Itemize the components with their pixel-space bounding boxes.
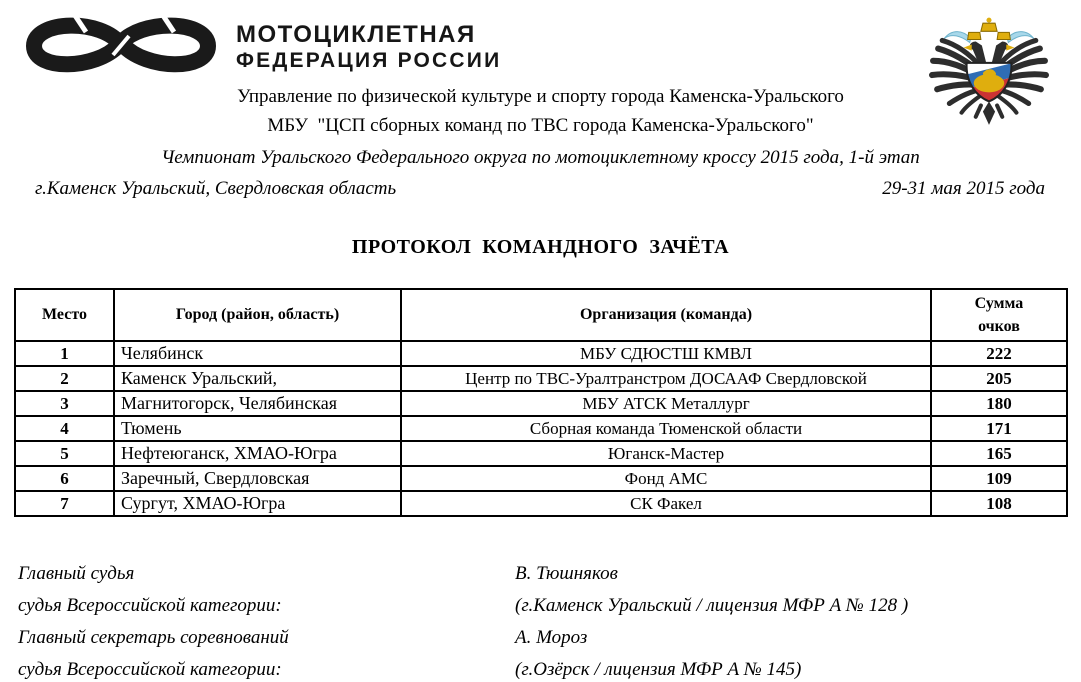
team-results-table	[14, 288, 1068, 517]
table-row	[15, 366, 1067, 391]
place-cell: 6	[15, 466, 114, 491]
officials-section	[18, 563, 1066, 682]
city-cell: Заречный, Свердловская	[114, 466, 401, 491]
federation-name-line2: ФЕДЕРАЦИЯ РОССИИ	[236, 49, 502, 73]
points-cell: 222	[931, 341, 1067, 366]
official-role: судья Всероссийской категории:	[18, 595, 282, 616]
place-cell: 1	[15, 341, 114, 366]
official-role: Главный секретарь соревнований	[18, 627, 289, 648]
official-name: В. Тюшняков	[515, 563, 618, 584]
city-cell: Магнитогорск, Челябинская	[114, 391, 401, 416]
column-header-place: Место	[15, 289, 114, 341]
official-row	[18, 563, 1066, 595]
page-title: ПРОТОКОЛ КОМАНДНОГО ЗАЧЁТА	[351, 236, 730, 258]
organization-cell: МБУ АТСК Металлург	[401, 391, 931, 416]
points-cell: 109	[931, 466, 1067, 491]
event-location: г.Каменск Уральский, Свердловская область	[35, 178, 397, 199]
place-cell: 7	[15, 491, 114, 516]
organization-cell: МБУ СДЮСТШ КМВЛ	[401, 341, 931, 366]
place-cell: 2	[15, 366, 114, 391]
organization-cell: Сборная команда Тюменской области	[401, 416, 931, 441]
place-cell: 3	[15, 391, 114, 416]
table-header-row	[15, 289, 1067, 341]
official-role: Главный судья	[18, 563, 135, 584]
place-cell: 4	[15, 416, 114, 441]
city-cell: Тюмень	[114, 416, 401, 441]
department-line: Управление по физической культуре и спорту города Каменска-Уральского	[237, 86, 844, 107]
city-cell: Нефтеюганск, ХМАО-Югра	[114, 441, 401, 466]
official-row	[18, 659, 1066, 682]
table-row	[15, 391, 1067, 416]
organization-cell: Фонд АМС	[401, 466, 931, 491]
club-line: МБУ "ЦСП сборных команд по ТВС города Каменска-Уральского"	[267, 115, 814, 136]
official-role: судья Всероссийской категории:	[18, 659, 282, 680]
points-cell: 205	[931, 366, 1067, 391]
points-cell: 180	[931, 391, 1067, 416]
city-cell: Челябинск	[114, 341, 401, 366]
column-header-points-label: Сумма очков	[974, 294, 1024, 335]
organization-cell: СК Факел	[401, 491, 931, 516]
place-cell: 5	[15, 441, 114, 466]
organization-cell: Центр по ТВС-Уралтранстром ДОСААФ Свердловской	[401, 366, 931, 391]
column-header-city: Город (район, область)	[114, 289, 401, 341]
place-date-line	[35, 178, 1045, 200]
points-cell: 171	[931, 416, 1067, 441]
points-cell: 165	[931, 441, 1067, 466]
column-header-organization: Организация (команда)	[401, 289, 931, 341]
points-cell: 108	[931, 491, 1067, 516]
official-license: (г.Каменск Уральский / лицензия МФР А № 128 )	[515, 595, 909, 616]
table-row	[15, 466, 1067, 491]
column-header-points	[931, 289, 1067, 341]
event-dates: 29-31 мая 2015 года	[882, 178, 1045, 199]
official-name: А. Мороз	[515, 627, 588, 648]
federation-name-line1: МОТОЦИКЛЕТНАЯ	[236, 21, 476, 48]
official-row	[18, 595, 1066, 627]
organization-cell: Юганск-Мастер	[401, 441, 931, 466]
official-row	[18, 627, 1066, 659]
table-row	[15, 341, 1067, 366]
city-cell: Каменск Уральский,	[114, 366, 401, 391]
table-row	[15, 441, 1067, 466]
city-cell: Сургут, ХМАО-Югра	[114, 491, 401, 516]
mfr-infinity-wheels-logo-icon	[18, 14, 223, 81]
federation-name	[236, 22, 501, 72]
table-row	[15, 416, 1067, 441]
championship-line: Чемпионат Уральского Федерального округа по мотоциклетному кроссу 2015 года, 1-й этап	[161, 147, 920, 168]
official-license: (г.Озёрск / лицензия МФР А № 145)	[515, 659, 802, 680]
table-row	[15, 491, 1067, 516]
